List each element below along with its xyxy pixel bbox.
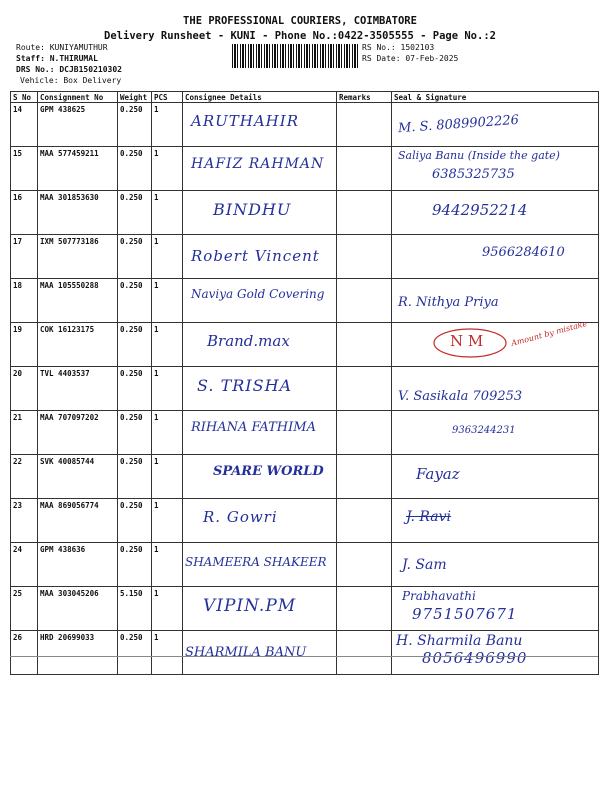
cell-consignment: MAA 303045206 xyxy=(38,587,118,631)
signature-handwriting: H. Sharmila Banu xyxy=(396,633,523,649)
cell-sno: 23 xyxy=(11,499,38,543)
signature-phone: 9751507671 xyxy=(412,605,518,623)
signature-handwriting: 9442952214 xyxy=(432,201,528,219)
cell-pcs: 1 xyxy=(152,191,183,235)
cell-pcs: 1 xyxy=(152,367,183,411)
consignee-handwriting: Brand.max xyxy=(207,332,290,350)
table-row xyxy=(11,499,599,543)
cell-consignee xyxy=(183,587,337,631)
cell-signature xyxy=(392,235,599,279)
col-remarks: Remarks xyxy=(337,92,392,103)
cell-weight: 0.250 xyxy=(118,103,152,147)
runsheet-table xyxy=(10,91,599,675)
cell-sno: 20 xyxy=(11,367,38,411)
consignee-handwriting: VIPIN.PM xyxy=(203,596,297,616)
cell-pcs: 1 xyxy=(152,543,183,587)
table-row xyxy=(11,455,599,499)
signature-handwriting: Fayaz xyxy=(416,465,460,483)
cell-signature xyxy=(392,499,599,543)
col-consignee: Consignee Details xyxy=(183,92,337,103)
cell-consignee xyxy=(183,279,337,323)
cell-weight: 5.150 xyxy=(118,587,152,631)
cell-pcs: 1 xyxy=(152,631,183,675)
table-row xyxy=(11,147,599,191)
col-signature: Seal & Signature xyxy=(392,92,599,103)
consignee-handwriting: BINDHU xyxy=(213,200,292,219)
cell-consignee xyxy=(183,191,337,235)
runsheet-title: THE PROFESSIONAL COURIERS, COIMBATORE xyxy=(183,15,417,27)
consignee-handwriting: HAFIZ RAHMAN xyxy=(191,156,325,172)
cell-sno: 14 xyxy=(11,103,38,147)
table-row xyxy=(11,631,599,675)
cell-signature xyxy=(392,587,599,631)
cell-signature xyxy=(392,147,599,191)
cell-consignment: COK 16123175 xyxy=(38,323,118,367)
cell-weight: 0.250 xyxy=(118,455,152,499)
col-sno: S No xyxy=(11,92,38,103)
cell-sno: 15 xyxy=(11,147,38,191)
drs-line: DRS No.: DCJB150210302 xyxy=(16,65,122,74)
cell-signature xyxy=(392,411,599,455)
table-row xyxy=(11,103,599,147)
staff-line: Staff: N.THIRUMAL xyxy=(16,54,98,63)
signature-phone: 6385325735 xyxy=(432,167,515,182)
cell-sno: 26 xyxy=(11,631,38,675)
cell-consignee xyxy=(183,631,337,675)
cell-remarks xyxy=(337,455,392,499)
cell-signature xyxy=(392,319,599,367)
cell-remarks xyxy=(337,367,392,411)
cell-weight: 0.250 xyxy=(118,279,152,323)
cell-sno: 17 xyxy=(11,235,38,279)
vehicle-line: Vehicle: Box Delivery xyxy=(20,76,122,85)
cell-signature xyxy=(392,631,599,675)
cell-weight: 0.250 xyxy=(118,191,152,235)
table-row xyxy=(11,367,599,411)
cell-consignee xyxy=(183,103,337,147)
cell-weight: 0.250 xyxy=(118,631,152,675)
consignee-handwriting: SHARMILA BANU xyxy=(185,645,307,660)
signature-handwriting: 9566284610 xyxy=(482,245,565,260)
cell-consignment: MAA 105550288 xyxy=(38,279,118,323)
consignee-handwriting: RIHANA FATHIMA xyxy=(191,420,316,435)
cell-consignment: HRD 20699033 xyxy=(38,631,118,675)
cell-consignee xyxy=(183,235,337,279)
cell-remarks xyxy=(337,411,392,455)
cell-signature xyxy=(392,367,599,411)
cell-pcs: 1 xyxy=(152,455,183,499)
cell-consignee xyxy=(183,323,337,367)
cell-sno: 21 xyxy=(11,411,38,455)
table-row xyxy=(11,587,599,631)
col-consignment: Consignment No xyxy=(38,92,118,103)
cell-consignment: MAA 301853630 xyxy=(38,191,118,235)
cell-consignment: MAA 707097202 xyxy=(38,411,118,455)
cell-remarks xyxy=(337,147,392,191)
consignee-handwriting: S. TRISHA xyxy=(197,376,293,395)
signature-handwriting: R. Nithya Priya xyxy=(398,295,499,310)
barcode xyxy=(232,44,360,68)
consignee-handwriting: Naviya Gold Covering xyxy=(191,287,325,301)
cell-pcs: 1 xyxy=(152,147,183,191)
consignee-handwriting: Robert Vincent xyxy=(191,247,320,265)
cell-sno: 18 xyxy=(11,279,38,323)
signature-handwriting: M. S. 8089902226 xyxy=(397,112,520,137)
cell-consignee xyxy=(183,147,337,191)
cell-consignment: MAA 869056774 xyxy=(38,499,118,543)
cell-weight: 0.250 xyxy=(118,411,152,455)
cell-signature xyxy=(392,191,599,235)
cell-sno: 16 xyxy=(11,191,38,235)
cell-consignee xyxy=(183,367,337,411)
rs-no-line: RS No.: 1502103 xyxy=(362,43,435,52)
cell-remarks xyxy=(337,587,392,631)
red-note: Amount by mistake xyxy=(510,319,589,348)
cell-consignment: IXM 507773186 xyxy=(38,235,118,279)
cell-sno: 24 xyxy=(11,543,38,587)
cell-weight: 0.250 xyxy=(118,367,152,411)
cell-remarks xyxy=(337,499,392,543)
cell-remarks xyxy=(337,279,392,323)
cell-weight: 0.250 xyxy=(118,235,152,279)
table-row xyxy=(11,323,599,367)
consignee-handwriting: SPARE WORLD xyxy=(213,464,324,479)
cell-weight: 0.250 xyxy=(118,543,152,587)
cell-signature xyxy=(392,103,599,147)
cell-pcs: 1 xyxy=(152,499,183,543)
cell-remarks xyxy=(337,103,392,147)
cell-pcs: 1 xyxy=(152,235,183,279)
signature-handwriting: Prabhavathi xyxy=(402,589,476,603)
table-row xyxy=(11,543,599,587)
consignee-handwriting: SHAMEERA SHAKEER xyxy=(185,555,327,569)
table-row xyxy=(11,279,599,323)
cell-consignment: GPM 438625 xyxy=(38,103,118,147)
table-row xyxy=(11,235,599,279)
runsheet-subtitle: Delivery Runsheet - KUNI - Phone No.:0422-3505555 - Page No.:2 xyxy=(104,30,496,42)
meta-right xyxy=(362,42,458,64)
bottom-rule xyxy=(10,656,598,657)
signature-phone: 8056496990 xyxy=(422,649,528,667)
cell-pcs: 1 xyxy=(152,279,183,323)
cell-remarks xyxy=(337,235,392,279)
signature-handwriting: Saliya Banu (Inside the gate) xyxy=(398,149,560,162)
table-row xyxy=(11,411,599,455)
cell-remarks xyxy=(337,191,392,235)
signature-handwriting: V. Sasikala 709253 xyxy=(398,389,523,404)
cell-weight: 0.250 xyxy=(118,499,152,543)
consignee-handwriting: R. Gowri xyxy=(203,508,278,526)
cell-pcs: 1 xyxy=(152,103,183,147)
cell-sno: 25 xyxy=(11,587,38,631)
cell-pcs: 1 xyxy=(152,411,183,455)
cell-consignment: MAA 577459211 xyxy=(38,147,118,191)
cell-consignment: TVL 4403537 xyxy=(38,367,118,411)
cell-remarks xyxy=(337,323,392,367)
signature-handwriting: J. Ravi xyxy=(406,509,452,525)
header-row xyxy=(11,92,599,103)
cell-sno: 19 xyxy=(11,323,38,367)
cell-consignee xyxy=(183,543,337,587)
cell-consignment: GPM 438636 xyxy=(38,543,118,587)
signature-handwriting: J. Sam xyxy=(402,557,447,573)
cell-pcs: 1 xyxy=(152,323,183,367)
cell-sno: 22 xyxy=(11,455,38,499)
route-line: Route: KUNIYAMUTHUR xyxy=(16,43,108,52)
cell-weight: 0.250 xyxy=(118,147,152,191)
cell-consignee xyxy=(183,499,337,543)
cell-consignee xyxy=(183,411,337,455)
col-pcs: PCS xyxy=(152,92,183,103)
signature-handwriting: 9363244231 xyxy=(452,425,516,436)
signature-handwriting: N M xyxy=(450,332,484,350)
cell-consignee xyxy=(183,455,337,499)
cell-signature xyxy=(392,279,599,323)
cell-signature xyxy=(392,543,599,587)
cell-weight: 0.250 xyxy=(118,323,152,367)
cell-remarks xyxy=(337,631,392,675)
rs-date-line: RS Date: 07-Feb-2025 xyxy=(362,54,459,63)
table-row xyxy=(11,191,599,235)
meta-left xyxy=(16,42,122,86)
cell-pcs: 1 xyxy=(152,587,183,631)
cell-consignment: SVK 40085744 xyxy=(38,455,118,499)
cell-remarks xyxy=(337,543,392,587)
cell-signature xyxy=(392,455,599,499)
col-weight: Weight xyxy=(118,92,152,103)
consignee-handwriting: ARUTHAHIR xyxy=(191,112,299,130)
